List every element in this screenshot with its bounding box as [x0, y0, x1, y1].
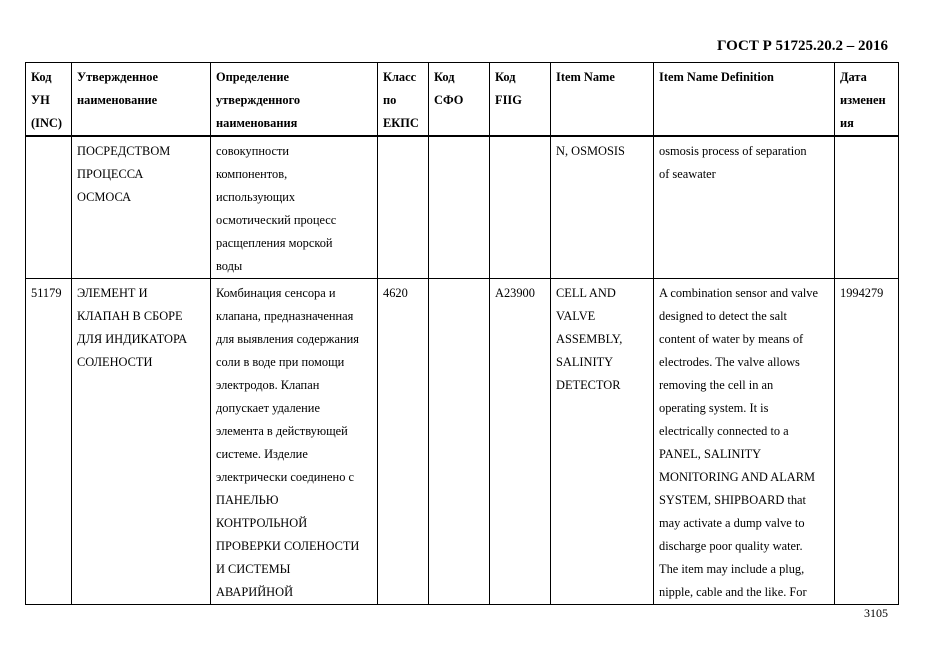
table-cell-item-name — [551, 279, 654, 605]
table-cell-change-date — [835, 136, 899, 279]
cell-text-line: системе. Изделие — [216, 447, 308, 461]
column-header-line: Дата — [840, 70, 867, 84]
cell-text-line: использующих — [216, 190, 296, 204]
column-header-fiig-code — [490, 63, 551, 137]
cell-text-line: электрически соединено с — [216, 470, 354, 484]
cell-text-line: АВАРИЙНОЙ — [216, 585, 294, 599]
column-header-item-name-definition — [654, 63, 835, 137]
column-header-line: СФО — [434, 93, 464, 107]
cell-text-line: A combination sensor and valve — [659, 286, 818, 300]
column-header-line: по — [383, 93, 397, 107]
table-cell-inc-code — [26, 279, 72, 605]
cell-text-line: electrically connected to a — [659, 424, 789, 438]
table-cell-ekps-class — [378, 136, 429, 279]
cell-text-line: ЭЛЕМЕНТ И — [77, 286, 148, 300]
table-cell-sfo-code — [429, 279, 490, 605]
cell-text-line: ПРОЦЕССА — [77, 167, 144, 181]
column-header-line: Определение — [216, 70, 290, 84]
table-row — [26, 279, 899, 605]
cell-text-line: ОСМОСА — [77, 190, 132, 204]
table-cell-item-name-definition — [654, 279, 835, 605]
column-header-sfo-code — [429, 63, 490, 137]
cell-text-line: discharge poor quality water. — [659, 539, 803, 553]
column-header-line: утвержденного — [216, 93, 301, 107]
cell-text-line: nipple, cable and the like. For — [659, 585, 807, 599]
cell-text-line: content of water by means of — [659, 332, 804, 346]
nomenclature-table — [25, 62, 899, 605]
cell-text-line: соли в воде при помощи — [216, 355, 345, 369]
column-header-line: ия — [840, 116, 854, 130]
cell-text-line: осмотический процесс — [216, 213, 337, 227]
cell-text-line: 1994279 — [840, 286, 884, 300]
standard-title: ГОСТ Р 51725.20.2 – 2016 — [716, 38, 888, 54]
cell-text-line: ДЛЯ ИНДИКАТОРА — [77, 332, 188, 346]
table-row — [26, 136, 899, 279]
column-header-line: ЕКПС — [383, 116, 419, 130]
cell-text-line: компонентов, — [216, 167, 288, 181]
cell-text-line: воды — [216, 259, 243, 273]
table-header-row — [26, 63, 899, 137]
table-cell-change-date — [835, 279, 899, 605]
cell-text-line: of seawater — [659, 167, 716, 181]
cell-text-line: для выявления содержания — [216, 332, 359, 346]
cell-text-line: designed to detect the salt — [659, 309, 787, 323]
column-header-line: Код — [31, 70, 52, 84]
cell-text-line: ПОСРЕДСТВОМ — [77, 144, 171, 158]
cell-text-line: The item may include a plug, — [659, 562, 805, 576]
column-header-line: наименование — [77, 93, 158, 107]
cell-text-line: элемента в действующей — [216, 424, 348, 438]
cell-text-line: КЛАПАН В СБОРЕ — [77, 309, 183, 323]
column-header-line: Код — [434, 70, 455, 84]
table-cell-approved-name — [72, 136, 211, 279]
table-cell-name-definition — [211, 136, 378, 279]
table-cell-fiig-code — [490, 136, 551, 279]
cell-text-line: removing the cell in an — [659, 378, 774, 392]
table-cell-item-name — [551, 136, 654, 279]
column-header-inc-code — [26, 63, 72, 137]
cell-text-line: 51179 — [31, 286, 62, 300]
cell-text-line: VALVE — [556, 309, 596, 323]
table-cell-item-name-definition — [654, 136, 835, 279]
cell-text-line: electrodes. The valve allows — [659, 355, 800, 369]
table-cell-ekps-class — [378, 279, 429, 605]
column-header-line: FIIG — [495, 93, 522, 107]
cell-text-line: КОНТРОЛЬНОЙ — [216, 516, 308, 530]
cell-text-line: ПАНЕЛЬЮ — [216, 493, 279, 507]
cell-text-line: И СИСТЕМЫ — [216, 562, 291, 576]
table-cell-fiig-code — [490, 279, 551, 605]
column-header-line: изменен — [840, 93, 886, 107]
cell-text-line: SYSTEM, SHIPBOARD that — [659, 493, 806, 507]
cell-text-line: A23900 — [495, 286, 535, 300]
cell-text-line: 4620 — [383, 286, 408, 300]
cell-text-line: SALINITY — [556, 355, 614, 369]
cell-text-line: допускает удаление — [216, 401, 320, 415]
cell-text-line: ПРОВЕРКИ СОЛЕНОСТИ — [216, 539, 360, 553]
table-cell-name-definition — [211, 279, 378, 605]
cell-text-line: расщепления морской — [216, 236, 333, 250]
column-header-approved-name — [72, 63, 211, 137]
column-header-item-name — [551, 63, 654, 137]
column-header-line: Item Name Definition — [659, 70, 774, 84]
column-header-line: Утвержденное — [77, 70, 158, 84]
cell-text-line: may activate a dump valve to — [659, 516, 805, 530]
column-header-change-date — [835, 63, 899, 137]
column-header-name-definition — [211, 63, 378, 137]
column-header-line: Код — [495, 70, 516, 84]
cell-text-line: CELL AND — [556, 286, 616, 300]
cell-text-line: PANEL, SALINITY — [659, 447, 762, 461]
column-header-line: Item Name — [556, 70, 615, 84]
cell-text-line: N, OSMOSIS — [556, 144, 625, 158]
table-cell-approved-name — [72, 279, 211, 605]
cell-text-line: электродов. Клапан — [216, 378, 320, 392]
column-header-line: Класс — [383, 70, 417, 84]
column-header-ekps-class — [378, 63, 429, 137]
page-number: 3105 — [864, 606, 888, 620]
table-cell-sfo-code — [429, 136, 490, 279]
column-header-line: (INC) — [31, 116, 62, 130]
cell-text-line: MONITORING AND ALARM — [659, 470, 816, 484]
cell-text-line: совокупности — [216, 144, 290, 158]
cell-text-line: operating system. It is — [659, 401, 769, 415]
column-header-line: УН — [31, 93, 50, 107]
cell-text-line: СОЛЕНОСТИ — [77, 355, 153, 369]
column-header-line: наименования — [216, 116, 298, 130]
cell-text-line: osmosis process of separation — [659, 144, 807, 158]
cell-text-line: DETECTOR — [556, 378, 621, 392]
cell-text-line: клапана, предназначенная — [216, 309, 354, 323]
cell-text-line: Комбинация сенсора и — [216, 286, 336, 300]
table-cell-inc-code — [26, 136, 72, 279]
cell-text-line: ASSEMBLY, — [556, 332, 623, 346]
